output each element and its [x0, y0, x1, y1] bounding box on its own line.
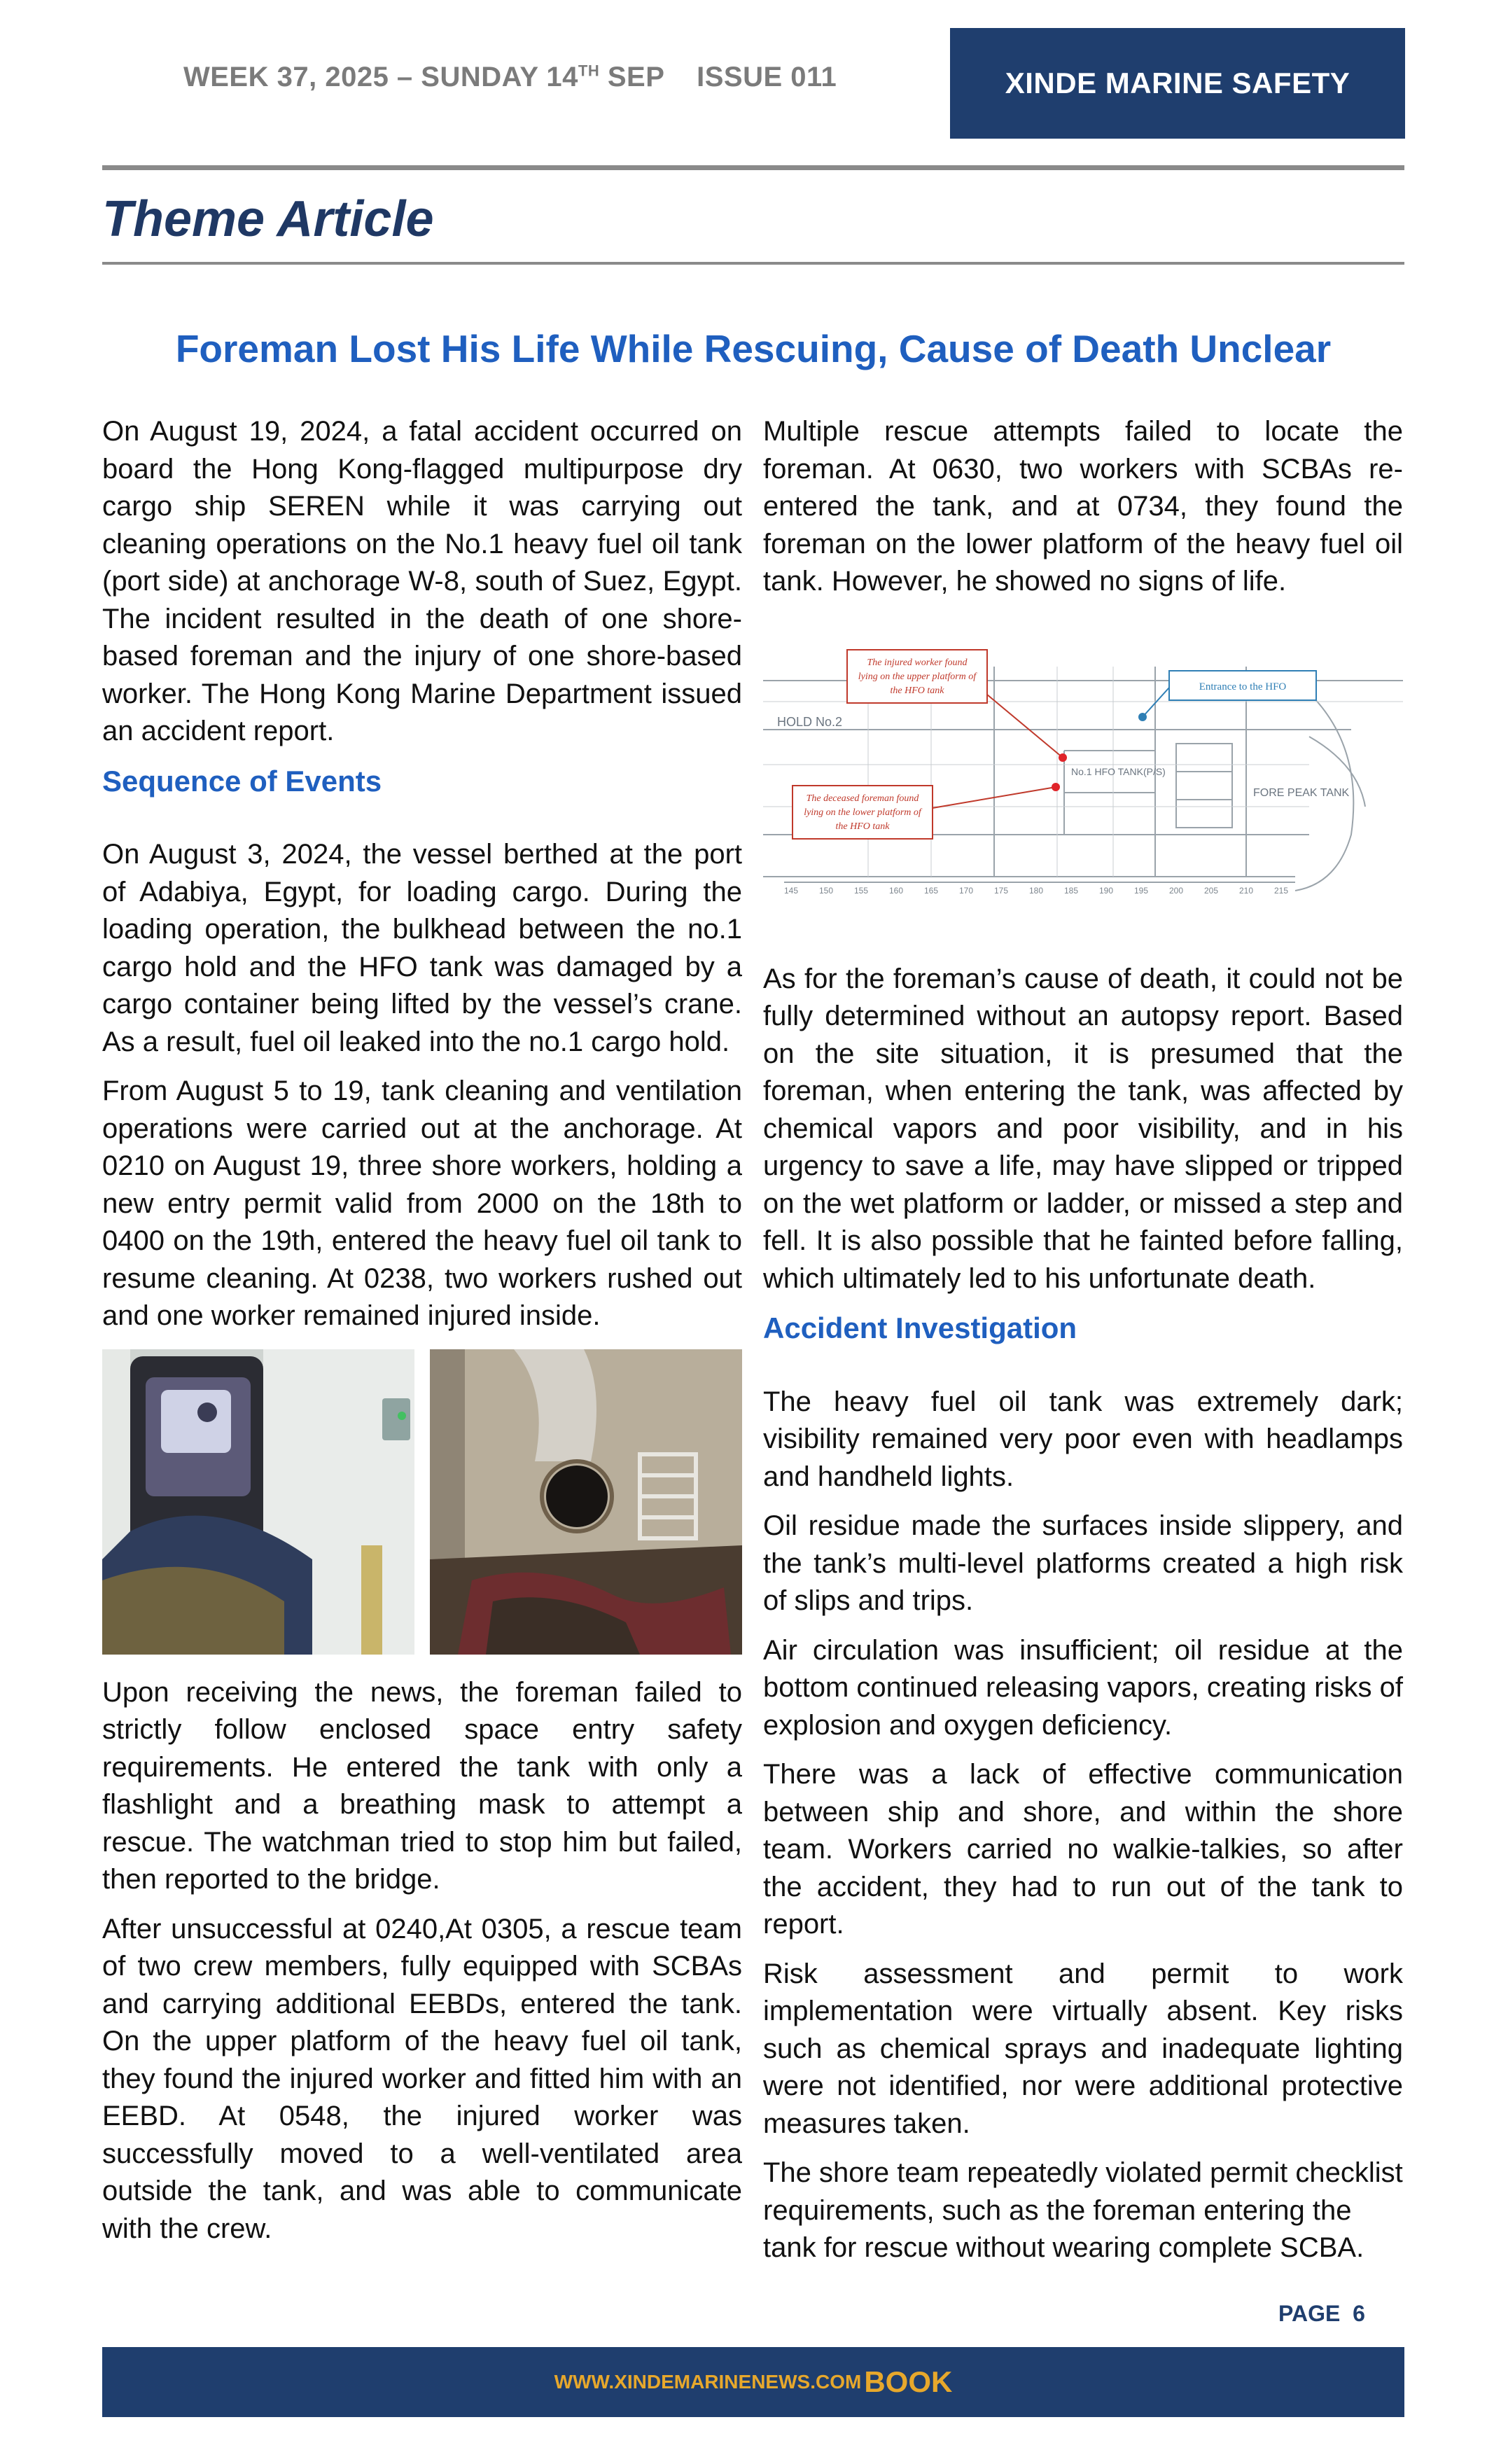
section-title: Theme Article	[102, 191, 434, 247]
callout-injured-line: The injured worker found	[867, 657, 968, 668]
right-paragraph-7: Risk assessment and permit to work implementation were virtually absent. Key risks such as chemical sprays and inadequate lighting were not identified, nor were additional protective measures taken.	[763, 1958, 1403, 2139]
issue-date-sup: TH	[578, 62, 600, 80]
right-paragraph-3: The heavy fuel oil tank was extremely dark; visibility remained very poor even with headlamps and handheld lights.	[763, 1386, 1403, 1492]
tank-interior-photo	[430, 1349, 742, 1655]
ruler-tick: 170	[959, 885, 974, 896]
brand-banner	[950, 28, 1405, 139]
ruler-tick: 180	[1029, 885, 1044, 896]
footer-book-link[interactable]: BOOK	[864, 2365, 953, 2398]
callout-deceased-line: The deceased foreman found	[806, 793, 919, 804]
brand-name: XINDE MARINE SAFETY	[1005, 67, 1350, 99]
label-hold: HOLD No.2	[777, 714, 843, 729]
ruler-tick: 195	[1134, 885, 1149, 896]
page-number: PAGE 6	[1278, 2301, 1365, 2326]
section-rule	[102, 262, 1404, 265]
label-hfo-tank: No.1 HFO TANK(P/S)	[1071, 765, 1166, 777]
ruler-tick: 185	[1064, 885, 1079, 896]
callout-injured-line: the HFO tank	[890, 685, 944, 696]
accident-photos	[102, 1349, 742, 1655]
ship-tank-diagram	[763, 625, 1403, 933]
right-paragraph-4: Oil residue made the surfaces inside slippery, and the tank’s multi-level platforms created a high risk of slips and trips.	[763, 1510, 1403, 1616]
issue-date-text: WEEK 37, 2025 – SUNDAY 14	[183, 62, 578, 92]
callout-injured-line: lying on the upper platform of	[858, 671, 977, 682]
left-paragraph-2: On August 3, 2024, the vessel berthed at the port of Adabiya, Egypt, for loading cargo. During the loading operation, the bulkhead between the no.1 cargo hold and the HFO tank was damaged by a cargo container being lifted by the vessel’s crane. As a result, fuel oil leaked into the no.1 cargo hold.	[102, 839, 742, 1057]
ruler-tick: 165	[924, 885, 939, 896]
left-paragraph-5: After unsuccessful at 0240,At 0305, a rescue team of two crew members, fully equipped with SCBAs and carrying additional EEBDs, entered the tank. On the upper platform of the heavy fuel oil tank, they found the injured worker and fitted him with an EEBD. At 0548, the injured worker was successfully moved to a well-ventilated area outside the tank, and was able to communicate with the crew.	[102, 1913, 742, 2244]
ruler-tick: 160	[889, 885, 904, 896]
callout-entrance-label: Entrance to the HFO	[1199, 681, 1287, 692]
deceased-location-marker	[1052, 783, 1060, 791]
ruler-tick: 190	[1099, 885, 1114, 896]
header-rule	[102, 165, 1404, 170]
subhead-sequence: Sequence of Events	[102, 764, 382, 798]
tank-entrance-photo	[102, 1349, 414, 1655]
right-paragraph-6: There was a lack of effective communication between ship and shore, and within the shore team. Workers carried no walkie-talkies, so after the accident, they had to run out of the tank to report.	[763, 1759, 1403, 1940]
entrance-location-marker	[1138, 713, 1147, 721]
right-paragraph-2: As for the foreman’s cause of death, it could not be fully determined without an autopsy report. Based on the site situation, it is presumed that the foreman, when entering the tank, was affected by chemical vapors and poor visibility, and in his urgency to save a life, may have slipped or tripped on the wet platform or ladder, or missed a step and fell. It is also possible that he fainted before falling, which ultimately led to his unfortunate death.	[763, 963, 1403, 1294]
ruler-tick: 205	[1204, 885, 1219, 896]
left-paragraph-4: Upon receiving the news, the foreman failed to strictly follow enclosed space entry safety requirements. He entered the tank with only a flashlight and a breathing mask to attempt a rescue. The watchman tried to stop him but failed, then reported to the bridge.	[102, 1676, 742, 1895]
issue-date	[183, 62, 837, 93]
ruler-tick: 215	[1274, 885, 1289, 896]
subhead-investigation: Accident Investigation	[763, 1311, 1077, 1344]
ship-tank-diagram-svg	[763, 625, 1403, 933]
left-paragraph-1: On August 19, 2024, a fatal accident occurred on board the Hong Kong-flagged multipurpose dry cargo ship SEREN while it was carrying out cleaning operations on the No.1 heavy fuel oil tank (port side) at anchorage W-8, south of Suez, Egypt. The incident resulted in the death of one shore-based foreman and the injury of one shore-based worker. The Hong Kong Marine Department issued an accident report.	[102, 416, 742, 746]
right-column	[763, 413, 1403, 2279]
ruler-tick: 150	[819, 885, 834, 896]
ruler-tick: 200	[1169, 885, 1184, 896]
ruler-tick: 145	[784, 885, 799, 896]
right-paragraph-8: The shore team repeatedly violated permit checklist requirements, such as the foreman entering the tank for rescue without wearing complete SCBA.	[763, 2157, 1403, 2263]
ruler-tick: 175	[994, 885, 1009, 896]
injured-location-marker	[1059, 753, 1067, 762]
callout-deceased-line: the HFO tank	[835, 821, 890, 832]
ruler-tick: 155	[854, 885, 869, 896]
right-paragraph-1: Multiple rescue attempts failed to locate the foreman. At 0630, two workers with SCBAs re-entered the tank, and at 0734, they found the foreman on the lower platform of the heavy fuel oil tank. However, he showed no signs of life.	[763, 416, 1403, 597]
left-paragraph-3: From August 5 to 19, tank cleaning and ventilation operations were carried out at the anchorage. At 0210 on August 19, three shore workers, holding a new entry permit valid from 2000 on the 18th to 0400 on the 19th, entered the heavy fuel oil tank to resume cleaning. At 0238, two workers rushed out and one worker remained injured inside.	[102, 1076, 742, 1331]
callout-deceased-line: lying on the lower platform of	[804, 807, 921, 818]
footer-website-link[interactable]: WWW.XINDEMARINENEWS.COM	[554, 2371, 862, 2393]
right-paragraph-5: Air circulation was insufficient; oil residue at the bottom continued releasing vapors, creating risks of explosion and oxygen deficiency.	[763, 1634, 1403, 1741]
footer-bar	[102, 2347, 1404, 2417]
article-headline: Foreman Lost His Life While Rescuing, Cause of Death Unclear	[175, 327, 1332, 370]
issue-number: SEP ISSUE 011	[599, 62, 837, 92]
left-column	[102, 413, 742, 2260]
label-fore-peak: FORE PEAK TANK	[1253, 786, 1350, 799]
ruler-tick: 210	[1239, 885, 1254, 896]
